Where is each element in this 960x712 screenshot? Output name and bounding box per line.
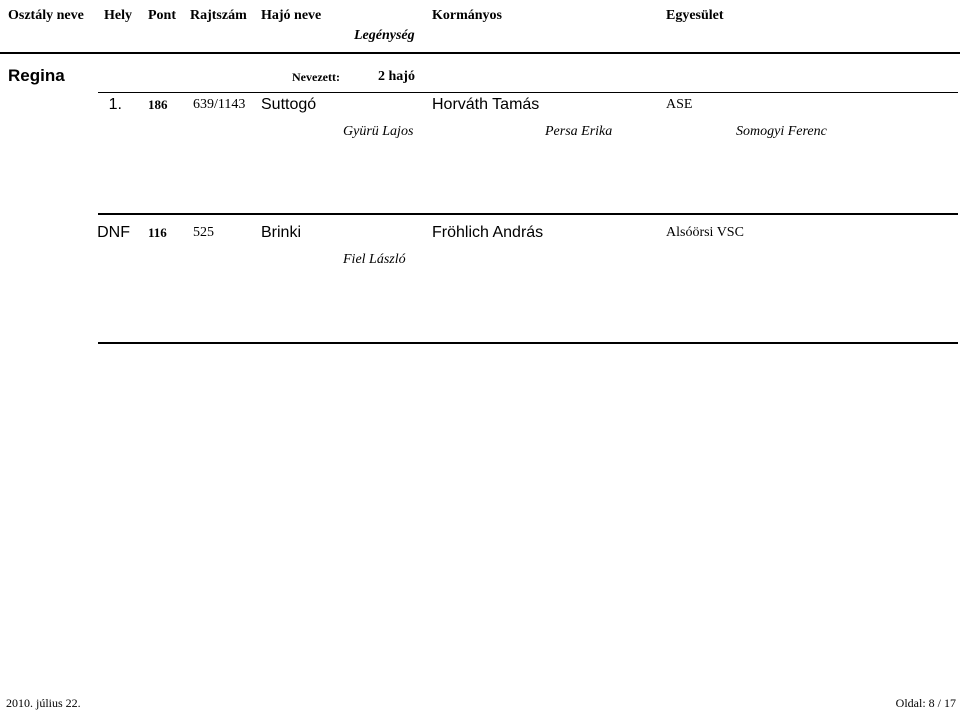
entry-helmsman: Fröhlich András [432,224,544,241]
entry-club: Alsóörsi VSC [666,225,744,240]
header-rule [0,52,960,54]
entry-points: 116 [148,225,167,240]
entry-crew-member: Persa Erika [545,124,613,139]
footer-page-number: Oldal: 8 / 17 [895,696,956,710]
header-sail-number: Rajtszám [190,8,247,23]
entry-crew-member: Somogyi Ferenc [736,124,827,139]
header-club: Egyesület [666,8,724,23]
entered-label: Nevezett: [292,70,340,84]
entry-boat-name: Brinki [261,224,302,241]
entry-rule [98,92,958,93]
footer-date: 2010. július 22. [6,696,81,710]
entered-value: 2 hajó [378,69,415,84]
entry-rule [98,213,958,215]
header-place: Hely [104,8,132,23]
entry-boat-name: Suttogó [261,96,317,113]
entry-sail-number: 639/1143 [193,97,246,112]
header-helmsman: Kormányos [432,8,502,23]
entry-points: 186 [148,97,168,112]
entry-crew-member: Fiel László [343,252,406,267]
header-points: Pont [148,8,176,23]
entry-crew-member: Gyürü Lajos [343,124,414,139]
entry-place: 1. [108,96,122,113]
header-boat-name: Hajó neve [261,8,322,23]
header-class-name: Osztály neve [8,8,84,23]
section-end-rule [98,342,958,344]
class-title: Regina [8,66,65,85]
entry-sail-number: 525 [193,225,214,240]
entry-place: DNF [97,224,130,241]
entry-helmsman: Horváth Tamás [432,96,540,113]
entry-club: ASE [666,97,693,112]
header-crew: Legénység [354,28,415,43]
